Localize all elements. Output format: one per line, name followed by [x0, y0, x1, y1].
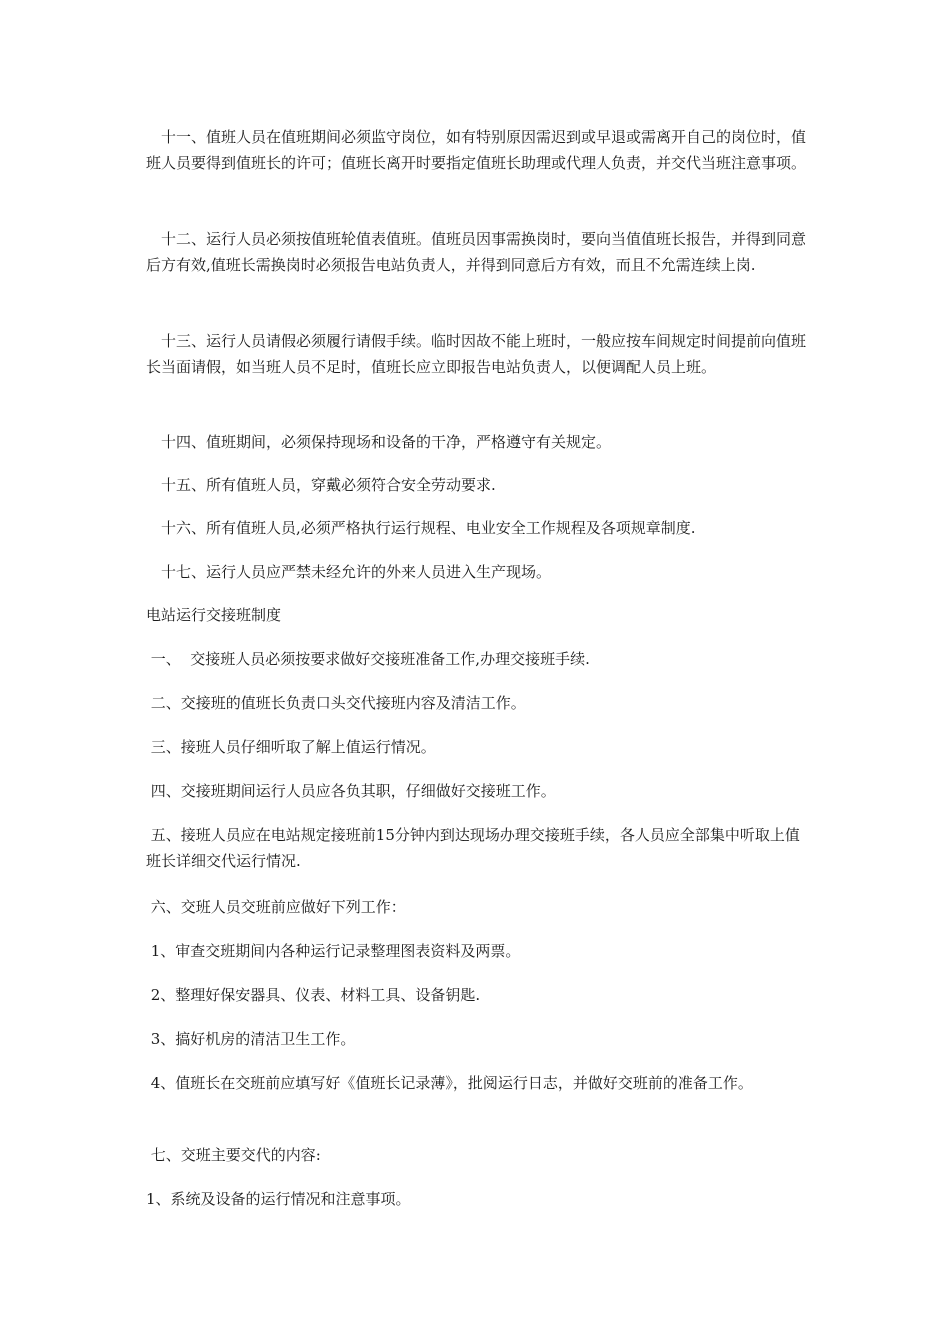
rule-1: 一、 交接班人员必须按要求做好交接班准备工作,办理交接班手续.	[146, 650, 590, 668]
rule-6-item-1: 1、审查交班期间内各种运行记录整理图表资料及两票。	[146, 942, 521, 960]
rule-4: 四、交接班期间运行人员应各负其职，仔细做好交接班工作。	[146, 782, 556, 800]
rule-7: 七、交班主要交代的内容:	[146, 1146, 321, 1164]
clause-13: 十三、运行人员请假必须履行请假手续。临时因故不能上班时，一般应按车间规定时间提前向值班长当面请假，如当班人员不足时，值班长应立即报告电站负责人，以便调配人员上班。	[146, 332, 807, 376]
clause-14: 十四、值班期间，必须保持现场和设备的干净，严格遵守有关规定。	[146, 433, 612, 451]
rule-6-item-4: 4、值班长在交班前应填写好《值班长记录薄》，批阅运行日志，并做好交班前的准备工作。	[146, 1074, 753, 1092]
rule-2: 二、交接班的值班长负责口头交代接班内容及清洁工作。	[146, 694, 526, 712]
rule-6-item-2: 2、整理好保安器具、仪表、材料工具、设备钥匙.	[146, 986, 481, 1004]
rule-6-item-3: 3、搞好机房的清洁卫生工作。	[146, 1030, 356, 1048]
section-heading: 电站运行交接班制度	[146, 606, 282, 624]
clause-12: 十二、运行人员必须按值班轮值表值班。值班员因事需换岗时，要向当值值班长报告，并得到同意后方有效,值班长需换岗时必须报告电站负责人，并得到同意后方有效，而且不允需连续上岗.	[146, 230, 807, 274]
clause-16: 十六、所有值班人员,必须严格执行运行规程、电业安全工作规程及各项规章制度.	[146, 519, 696, 537]
rule-3: 三、接班人员仔细听取了解上值运行情况。	[146, 738, 436, 756]
rule-6: 六、交班人员交班前应做好下列工作：	[146, 898, 406, 916]
clause-11: 十一、值班人员在值班期间必须监守岗位，如有特别原因需迟到或早退或需离开自己的岗位时，值班人员要得到值班长的许可；值班长离开时要指定值班长助理或代理人负责，并交代当班注意事项。	[146, 128, 807, 172]
clause-15: 十五、所有值班人员，穿戴必须符合安全劳动要求.	[146, 476, 496, 494]
rule-5: 五、接班人员应在电站规定接班前15分钟内到达现场办理交接班手续，各人员应全部集中听取上值班长详细交代运行情况.	[146, 826, 800, 870]
rule-7-item-1: 1、系统及设备的运行情况和注意事项。	[146, 1190, 411, 1208]
clause-17: 十七、运行人员应严禁未经允许的外来人员进入生产现场。	[146, 563, 552, 581]
